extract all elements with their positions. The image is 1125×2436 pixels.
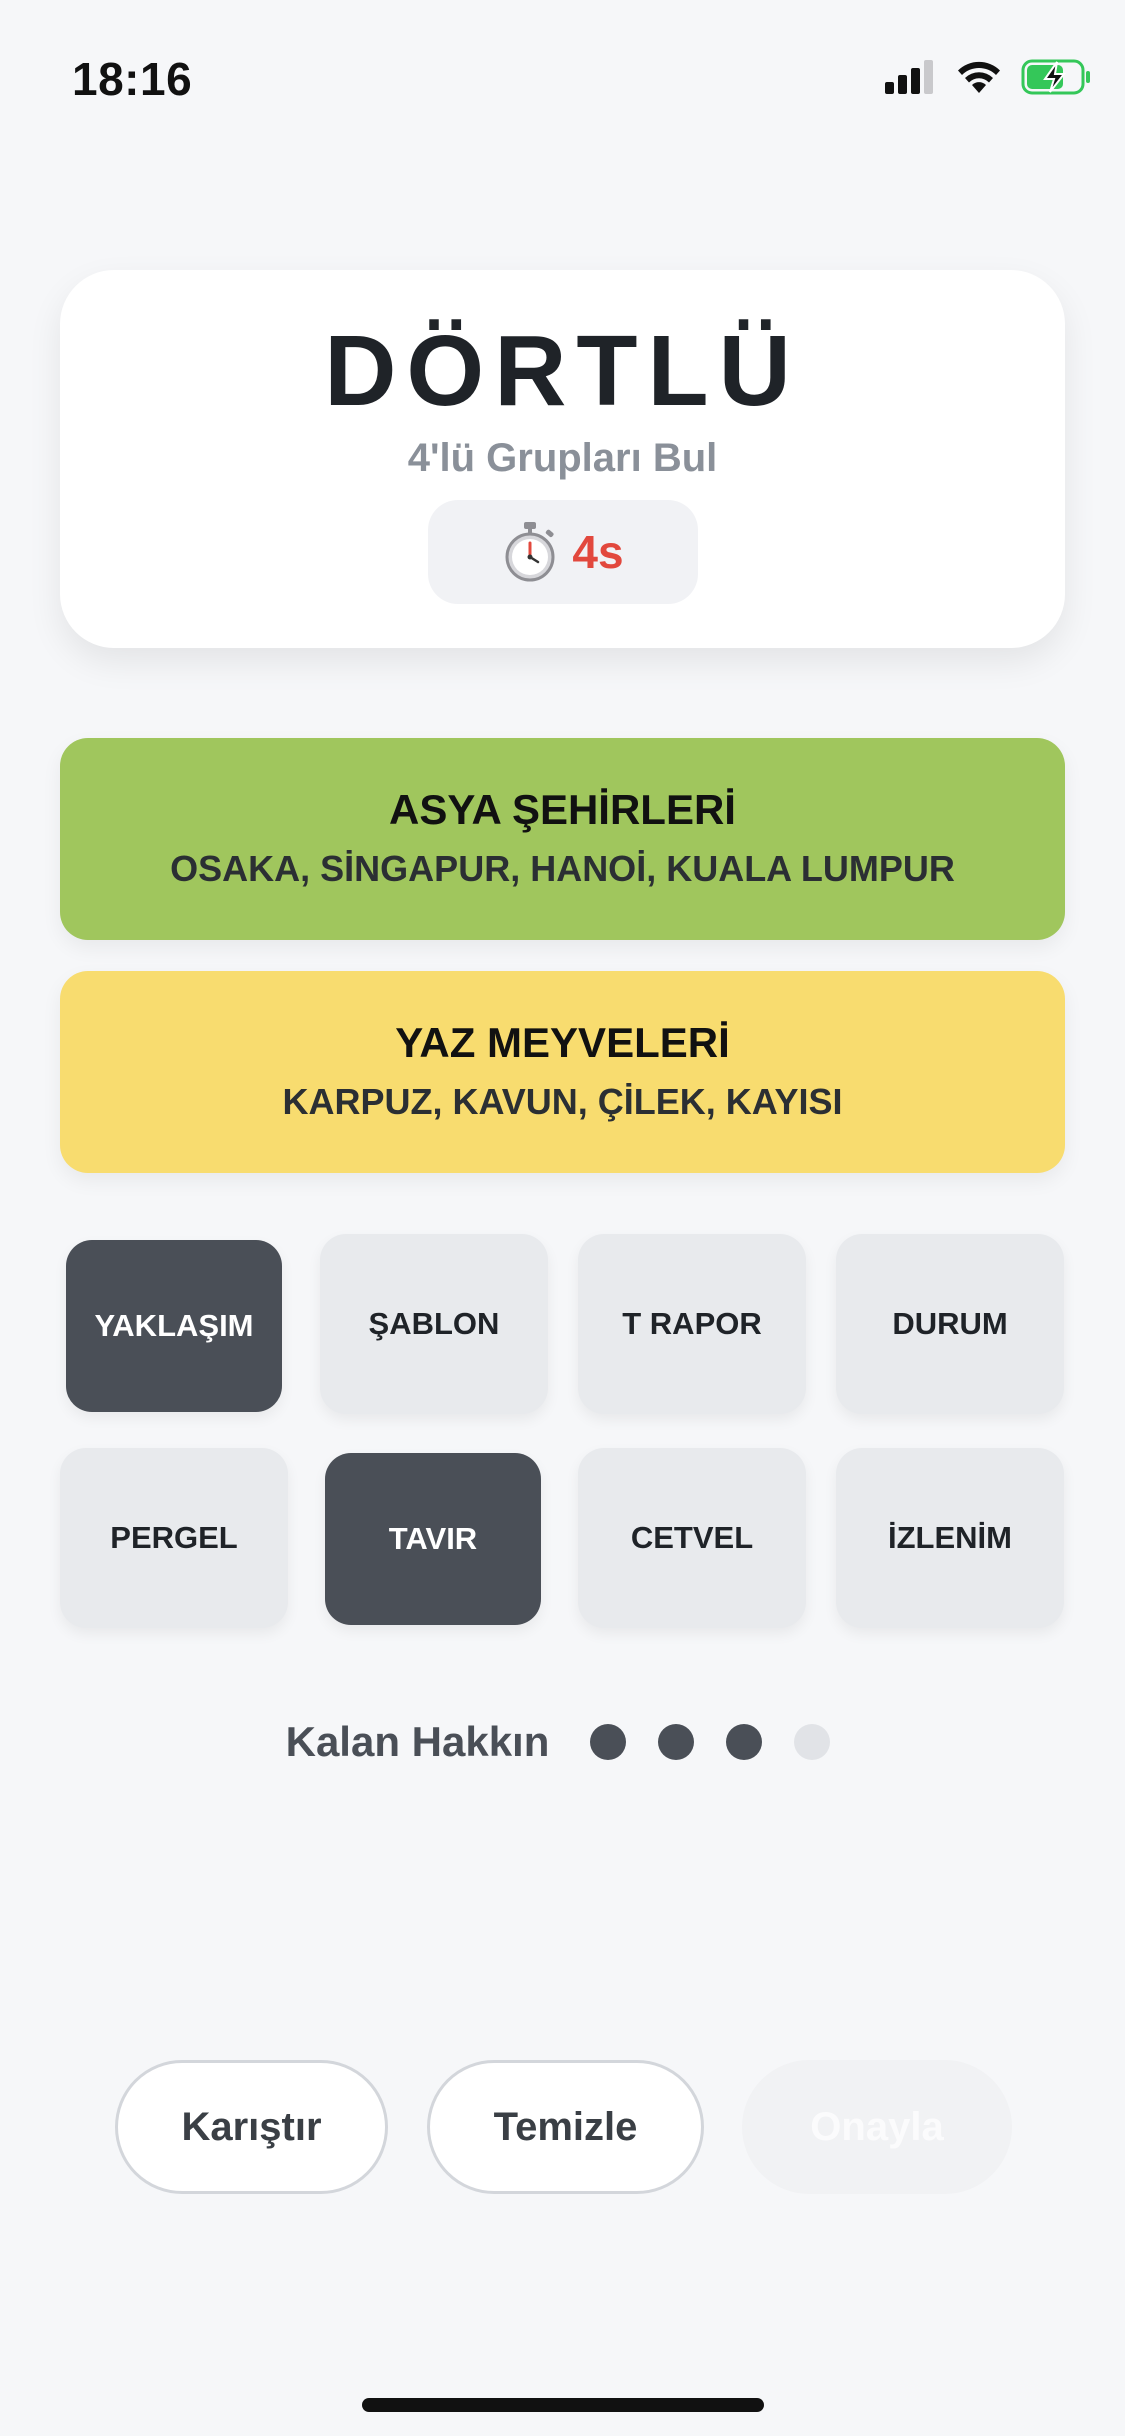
word-tile-izlenim[interactable]: İZLENİM <box>836 1448 1064 1628</box>
solved-group-summer-fruits <box>60 971 1065 1173</box>
home-indicator <box>362 2398 764 2412</box>
status-icons <box>885 58 1093 96</box>
shuffle-button[interactable]: Karıştır <box>115 2060 388 2194</box>
submit-button[interactable]: Onayla <box>742 2060 1012 2194</box>
header-card <box>60 270 1065 648</box>
word-tile-yaklasim[interactable]: YAKLAŞIM <box>66 1240 282 1412</box>
word-tile-tavir[interactable]: TAVIR <box>325 1453 541 1625</box>
attempt-dot-filled <box>658 1724 694 1760</box>
remaining-attempts <box>0 1718 1125 1766</box>
timer-pill <box>428 500 698 604</box>
group-words: KARPUZ, KAVUN, ÇİLEK, KAYISI <box>282 1081 843 1122</box>
wifi-icon <box>955 59 1003 95</box>
stopwatch-icon <box>502 522 558 582</box>
attempt-dot-filled <box>590 1724 626 1760</box>
app-subtitle: 4'lü Grupları Bul <box>407 436 718 480</box>
group-words: OSAKA, SİNGAPUR, HANOİ, KUALA LUMPUR <box>170 848 955 889</box>
word-tile-pergel[interactable]: PERGEL <box>60 1448 288 1628</box>
timer-value: 4s <box>572 526 624 578</box>
word-tile-cetvel[interactable]: CETVEL <box>578 1448 806 1628</box>
signal-icon <box>885 60 937 94</box>
battery-charging-icon <box>1021 58 1093 96</box>
word-tile-sablon[interactable]: ŞABLON <box>320 1234 548 1414</box>
group-title: ASYA ŞEHİRLERİ <box>389 786 736 833</box>
solved-group-asian-cities <box>60 738 1065 940</box>
attempt-dot-used <box>794 1724 830 1760</box>
attempts-label: Kalan Hakkın <box>285 1718 550 1765</box>
status-time: 18:16 <box>72 53 193 105</box>
word-tile-t-rapor[interactable]: T RAPOR <box>578 1234 806 1414</box>
word-tile-durum[interactable]: DURUM <box>836 1234 1064 1414</box>
group-title: YAZ MEYVELERİ <box>395 1019 730 1066</box>
attempt-dot-filled <box>726 1724 762 1760</box>
clear-button[interactable]: Temizle <box>427 2060 704 2194</box>
app-title: DÖRTLÜ <box>324 315 801 427</box>
